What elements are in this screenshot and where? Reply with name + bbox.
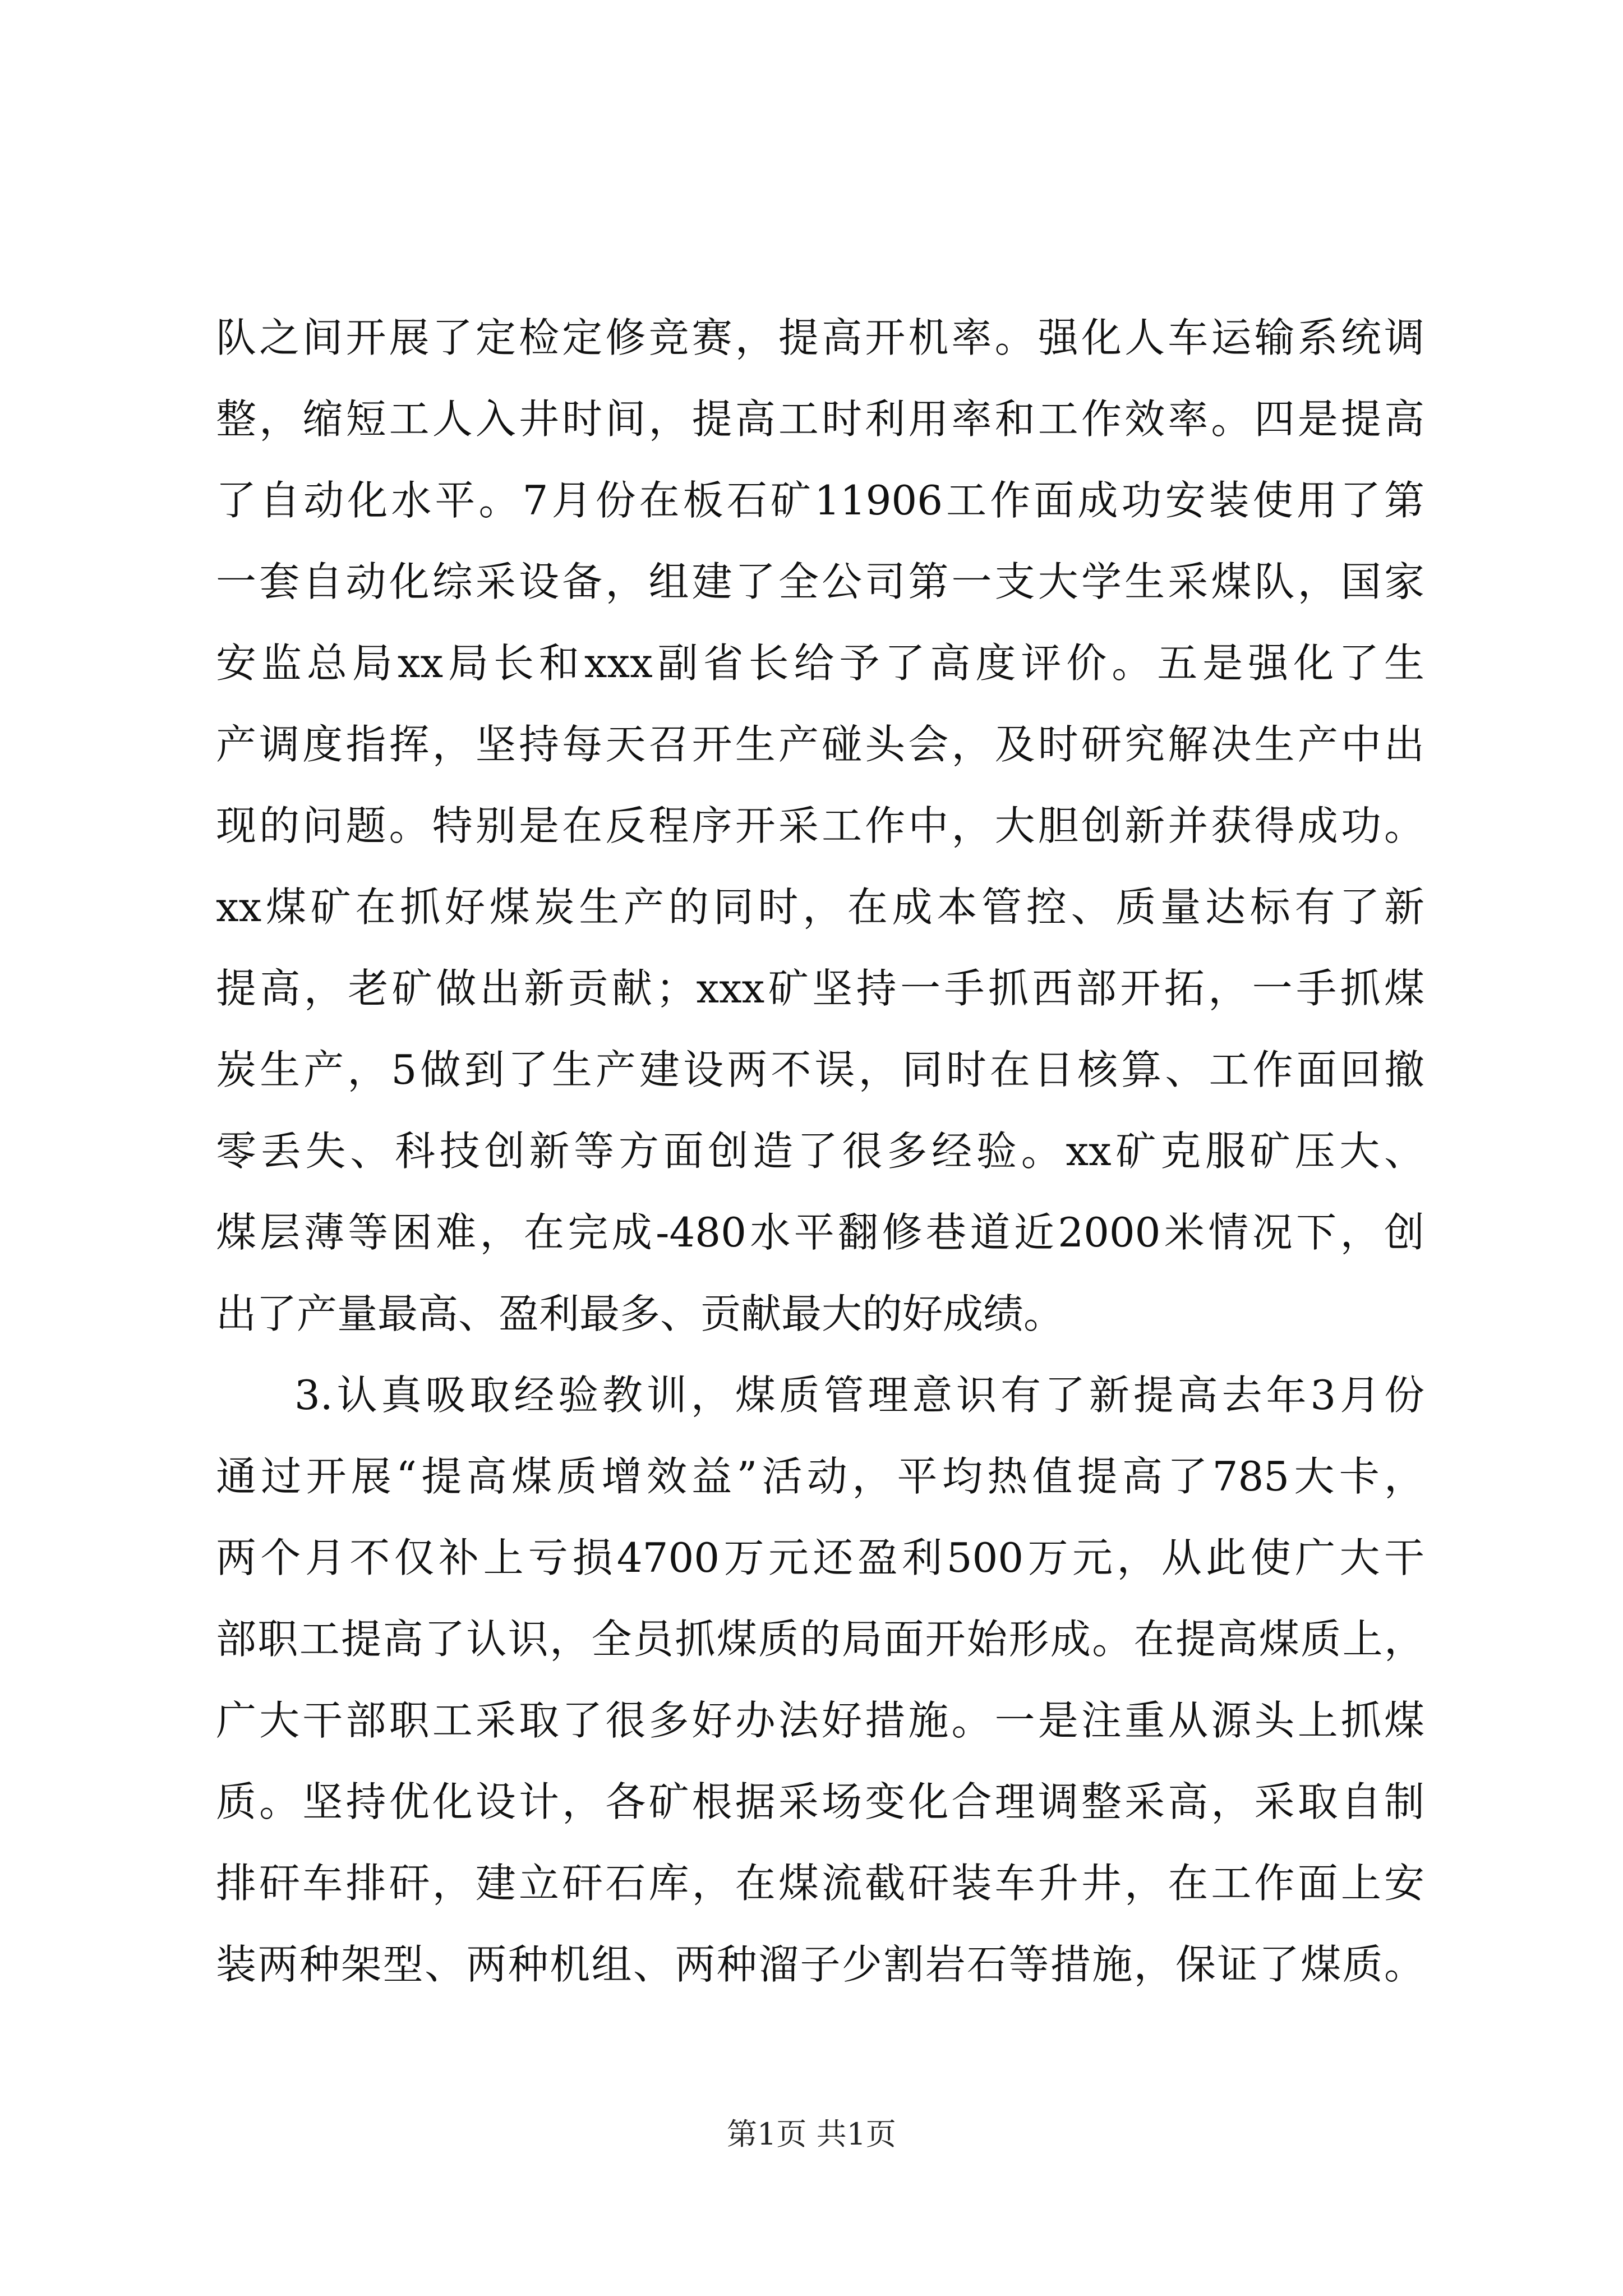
text-line: 通过开展“提高煤质增效益”活动，平均热值提高了785大卡， <box>216 1453 1424 1500</box>
text-line: 整，缩短工人入井时间，提高工时利用率和工作效率。四是提高 <box>216 395 1424 443</box>
text-line: 炭生产，5做到了生产建设两不误，同时在日核算、工作面回撤 <box>216 1046 1424 1093</box>
text-line: 装两种架型、两种机组、两种溜子少割岩石等措施，保证了煤质。 <box>216 1941 1424 1988</box>
text-line: 部职工提高了认识，全员抓煤质的局面开始形成。在提高煤质上， <box>216 1616 1424 1663</box>
body-text <box>216 297 1424 2005</box>
text-line: 安监总局xx局长和xxx副省长给予了高度评价。五是强化了生 <box>216 639 1424 687</box>
text-line: 队之间开展了定检定修竞赛，提高开机率。强化人车运输系统调 <box>216 314 1424 361</box>
text-line: 提高，老矿做出新贡献；xxx矿坚持一手抓西部开拓，一手抓煤 <box>216 965 1424 1012</box>
text-line: 排矸车排矸，建立矸石库，在煤流截矸装车升井，在工作面上安 <box>216 1860 1424 1907</box>
text-line: 质。坚持优化设计，各矿根据采场变化合理调整采高，采取自制 <box>216 1778 1424 1825</box>
text-line: 了自动化水平。7月份在板石矿11906工作面成功安装使用了第 <box>216 477 1424 524</box>
page-number-label: 第1页 共1页 <box>727 2116 896 2152</box>
text-line: 现的问题。特别是在反程序开采工作中，大胆创新并获得成功。 <box>216 802 1424 849</box>
text-line: 产调度指挥，坚持每天召开生产碰头会，及时研究解决生产中出 <box>216 721 1424 768</box>
text-line: 一套自动化综采设备，组建了全公司第一支大学生采煤队，国家 <box>216 558 1424 605</box>
text-line: 零丢失、科技创新等方面创造了很多经验。xx矿克服矿压大、 <box>216 1128 1424 1175</box>
page-footer <box>0 2115 1623 2154</box>
text-line: 3.认真吸取经验教训，煤质管理意识有了新提高去年3月份 <box>294 1372 1424 1419</box>
text-line: 煤层薄等困难，在完成-480水平翻修巷道近2000米情况下，创 <box>216 1209 1424 1256</box>
text-line: 出了产量最高、盈利最多、贡献最大的好成绩。 <box>216 1290 1064 1337</box>
text-line: 两个月不仅补上亏损4700万元还盈利500万元，从此使广大干 <box>216 1534 1424 1581</box>
text-line: xx煤矿在抓好煤炭生产的同时，在成本管控、质量达标有了新 <box>216 884 1424 931</box>
text-line: 广大干部职工采取了很多好办法好措施。一是注重从源头上抓煤 <box>216 1697 1424 1744</box>
